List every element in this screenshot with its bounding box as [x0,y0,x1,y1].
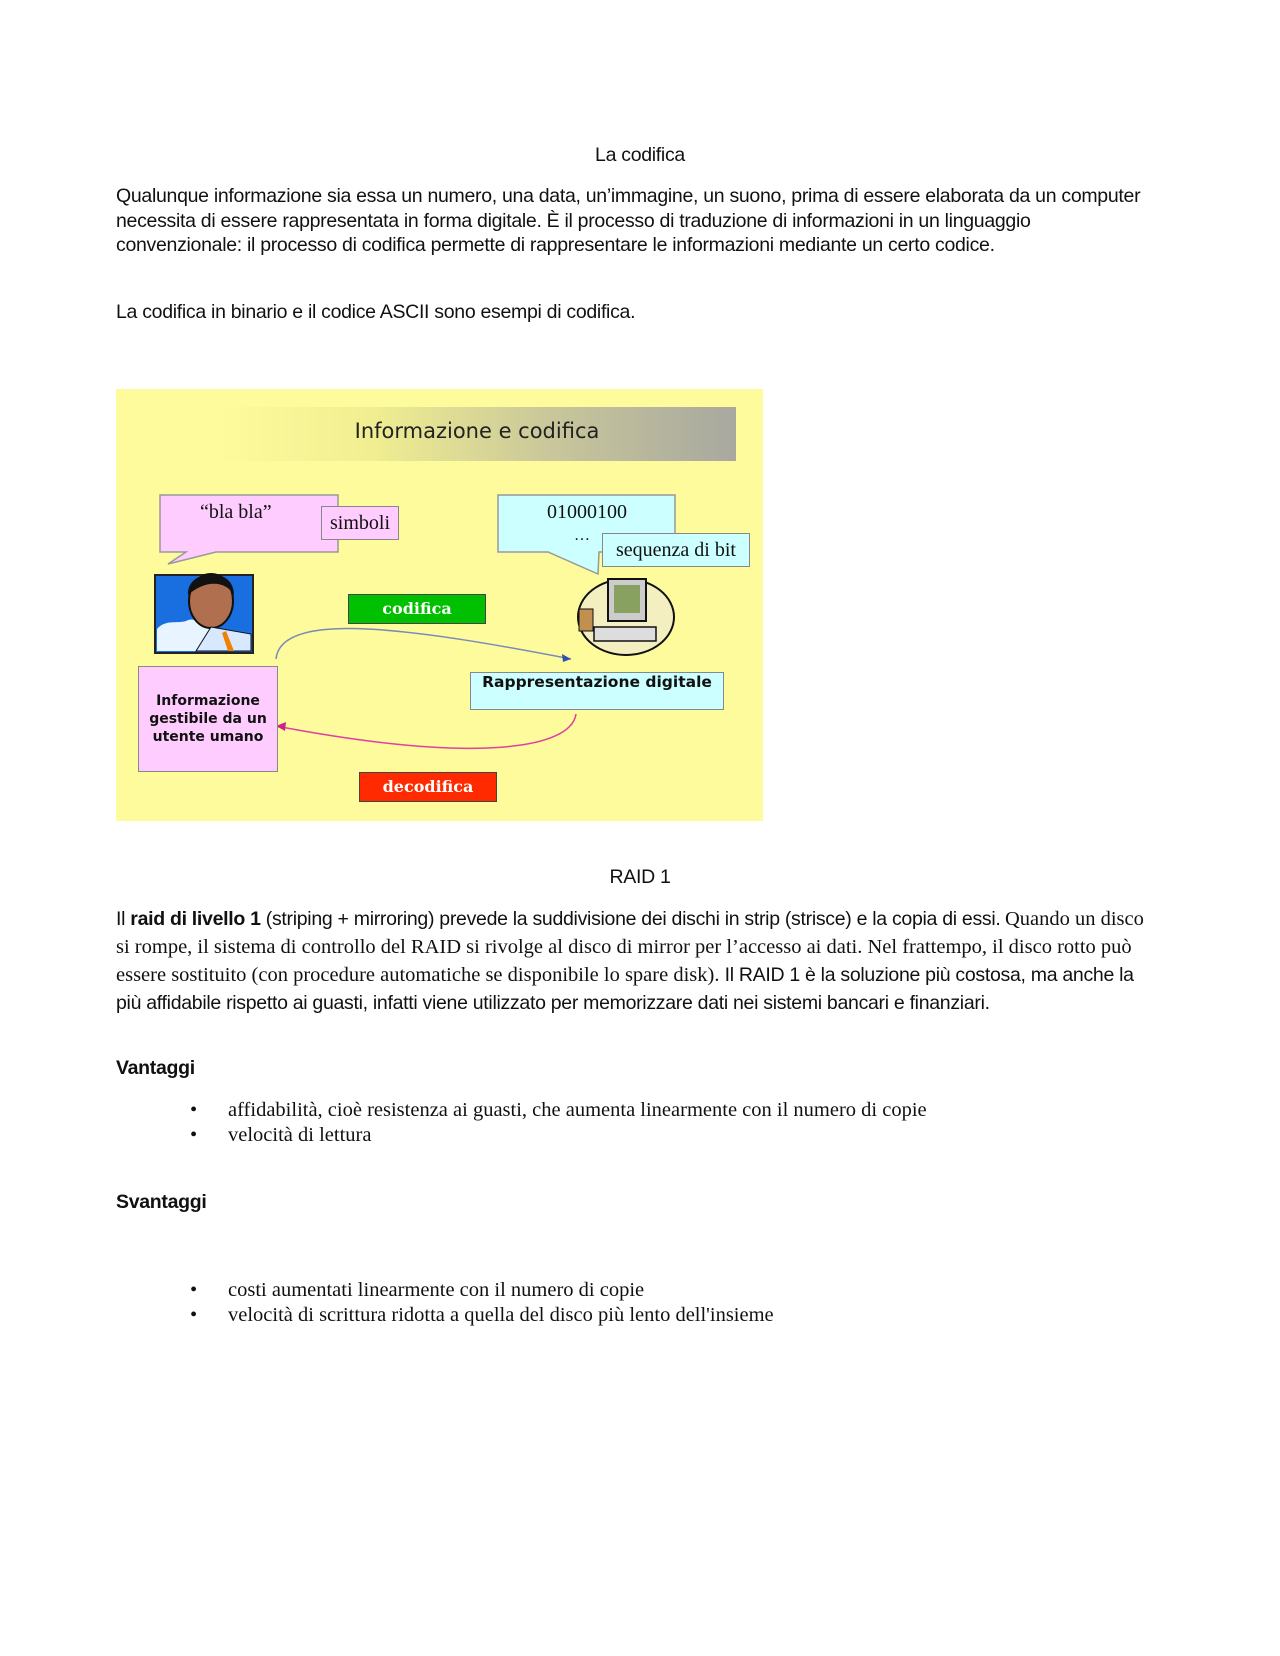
bullet-icon: • [190,1279,198,1301]
list-item-text: costi aumentati linearmente con il numero di copie [228,1279,645,1301]
speech-right-ellipsis: … [574,527,590,544]
raid-sans-text: Il RAID 1 è la soluzione più costosa, ma anche la più affidabile rispetto ai guasti, infatti viene utilizzato per memorizzare dati nei sistemi bancari e finanziari. [116,964,1134,1014]
digital-representation-box [470,672,724,710]
human-information-text: Informazione gestibile da un utente umano [149,693,267,745]
advantages-heading: Vantaggi [116,1057,195,1079]
human-information-box [138,666,278,772]
section-title-raid1: RAID 1 [609,866,671,888]
raid-intro-prefix: Il [116,908,131,930]
encode-label: codifica [348,594,486,624]
bullet-icon: • [190,1304,198,1326]
speech-right-bits: 01000100 [547,501,627,523]
section-title-codifica: La codifica [595,144,685,166]
label-symbols: simboli [321,506,399,540]
paragraph-examples: La codifica in binario e il codice ASCII sono esempi di codifica. [116,301,636,323]
raid-intro-rest: (striping + mirroring) prevede la suddivisione dei dischi in strip (strisce) e la copia di essi. [260,908,1001,930]
diagram-title: Informazione e codifica [354,419,600,443]
disadvantages-list [190,1278,774,1328]
paragraph-raid1 [116,906,1156,1018]
bullet-icon: • [190,1099,198,1121]
list-item [190,1303,774,1328]
list-item-text: affidabilità, cioè resistenza ai guasti, che aumenta linearmente con il numero di copie [228,1099,927,1121]
advantages-list [190,1098,927,1148]
digital-representation-text: Rappresentazione digitale [482,673,712,691]
list-item [190,1278,774,1303]
raid-intro-bold: raid di livello 1 [130,908,261,930]
speech-left-text: “bla bla” [200,501,272,523]
paragraph-codifica: Qualunque informazione sia essa un numero, una data, un’immagine, un suono, prima di essere elaborata da un computer necessita di essere rappresentata in forma digitale. È il processo di traduzione di informazioni in un linguaggio convenzionale: il processo di codifica permette di rappresentare le informazioni mediante un certo codice. [116,185,1141,256]
list-item-text: velocità di lettura [228,1124,372,1146]
decode-arrow [276,714,576,748]
list-item [190,1123,927,1148]
bullet-icon: • [190,1124,198,1146]
computer-pencils [579,609,593,631]
disadvantages-heading: Svantaggi [116,1191,207,1213]
diagram-information-encoding [116,389,763,821]
list-item [190,1098,927,1123]
computer-screen [614,585,640,613]
list-item-text: velocità di scrittura ridotta a quella del disco più lento dell'insieme [228,1304,774,1326]
computer-keyboard [594,627,656,641]
label-bit-sequence: sequenza di bit [602,533,750,567]
encode-arrow [276,629,571,659]
raid-serif-text: Quando un disco si rompe, il sistema di controllo del RAID si rivolge al disco di mirror per l’accesso ai dati. Nel frattempo, il disco rotto può essere sostituito (con procedure automatiche se disponibile lo spare disk). [116,908,1144,986]
decode-label: decodifica [359,772,497,802]
